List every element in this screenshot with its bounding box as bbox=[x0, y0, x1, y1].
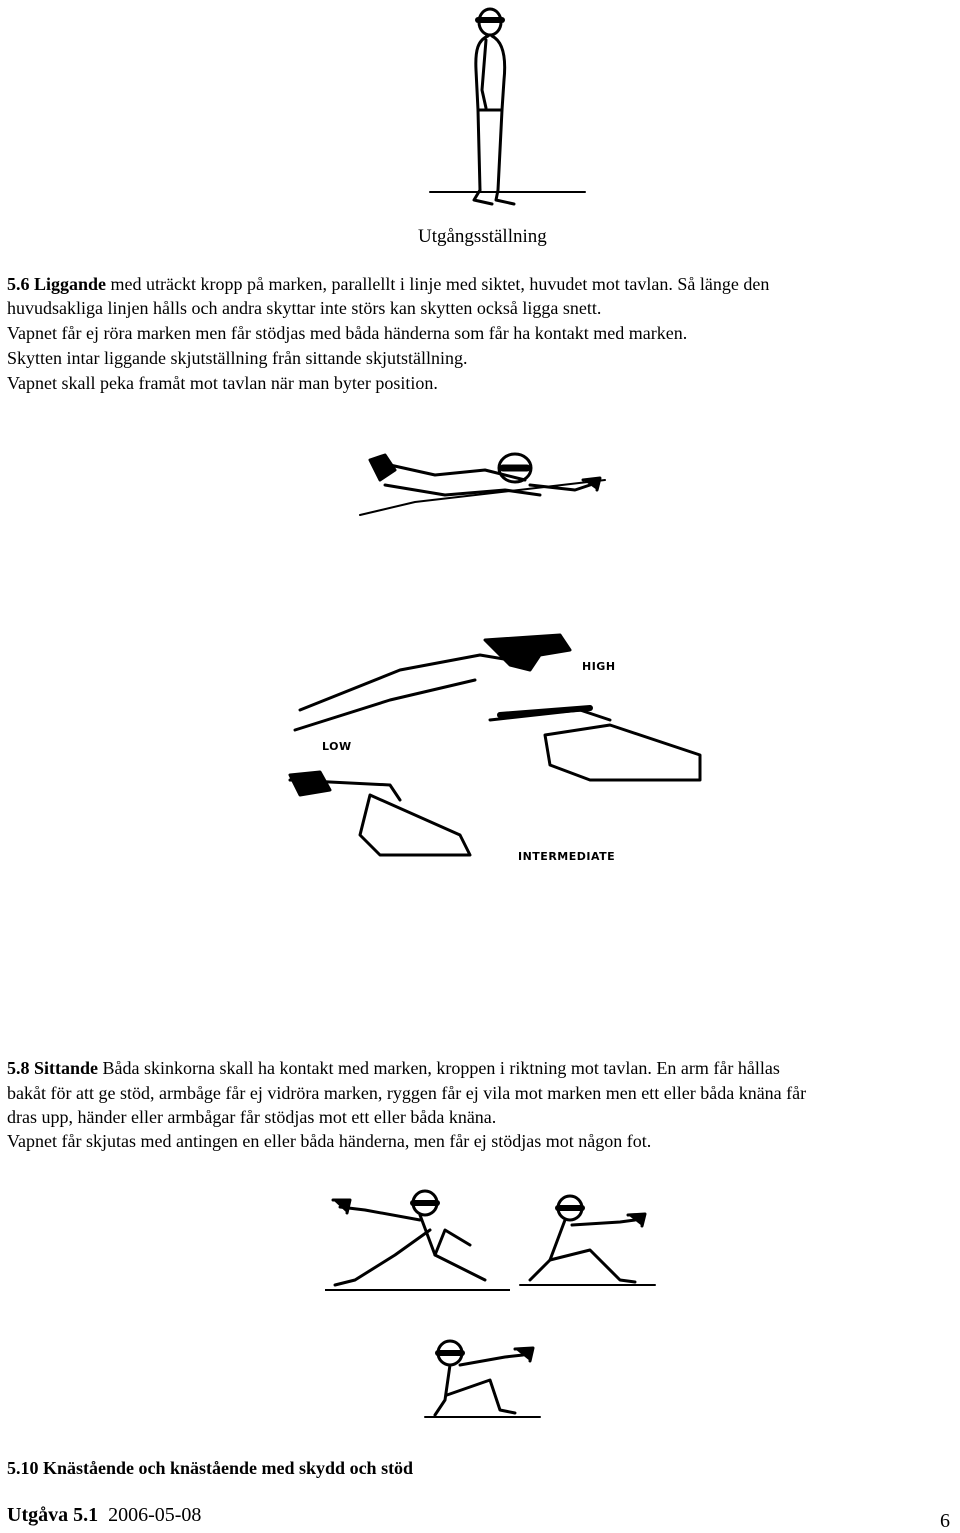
section-5-8-number: 5.8 bbox=[7, 1058, 30, 1078]
edition-date: 2006-05-08 bbox=[108, 1504, 202, 1526]
grip-label-intermediate: INTERMEDIATE bbox=[518, 850, 616, 863]
grip-label-low: LOW bbox=[322, 740, 352, 753]
section-5-6-text: med uträckt kropp på marken, parallellt i linje med siktet, huvudet mot tavlan. Så länge den bbox=[106, 274, 770, 294]
standing-figure-illustration bbox=[420, 0, 590, 220]
sitting-shooter-left-illustration bbox=[325, 1185, 510, 1295]
section-5-6-line-2: huvudsakliga linjen hålls och andra skyttar inte störs kan skytten också ligga snett. bbox=[7, 298, 602, 318]
grip-positions-illustration bbox=[260, 620, 720, 880]
section-5-8-line-4: Vapnet får skjutas med antingen en eller båda händerna, men får ej stödjas mot någon fot. bbox=[7, 1131, 652, 1151]
section-5-8-line-3: dras upp, händer eller armbågar får stödjas mot ett eller båda knäna. bbox=[7, 1107, 497, 1127]
section-5-6-heading: Liggande bbox=[34, 274, 107, 294]
section-5-8-text: Båda skinkorna skall ha kontakt med marken, kroppen i riktning mot tavlan. En arm får hållas bbox=[98, 1058, 780, 1078]
section-5-6-line-1 bbox=[7, 272, 769, 296]
section-5-8-line-2: bakåt för att ge stöd, armbåge får ej vidröra marken, ryggen får ej vila mot marken men ett eller båda knäna får bbox=[7, 1083, 807, 1103]
page-number: 6 bbox=[940, 1510, 950, 1532]
footer bbox=[7, 1504, 201, 1527]
sitting-shooter-right-illustration bbox=[510, 1190, 660, 1290]
section-5-6-number: 5.6 bbox=[7, 274, 30, 294]
section-5-8-heading: Sittande bbox=[34, 1058, 99, 1078]
standing-caption: Utgångsställning bbox=[418, 226, 547, 247]
section-5-8-line-1 bbox=[7, 1056, 780, 1080]
edition-label: Utgåva 5.1 bbox=[7, 1504, 99, 1526]
section-5-6-line-4: Skytten intar liggande skjutställning från sittande skjutställning. bbox=[7, 348, 468, 368]
section-5-6-line-3: Vapnet får ej röra marken men får stödjas med båda händerna som får ha kontakt med marken. bbox=[7, 323, 688, 343]
sitting-shooter-bottom-illustration bbox=[415, 1325, 545, 1425]
grip-label-high: HIGH bbox=[582, 660, 616, 673]
prone-shooter-illustration bbox=[355, 440, 615, 550]
section-5-10-heading: 5.10 Knästående och knästående med skydd och stöd bbox=[7, 1458, 414, 1478]
section-5-6-line-5: Vapnet skall peka framåt mot tavlan när man byter position. bbox=[7, 373, 438, 393]
